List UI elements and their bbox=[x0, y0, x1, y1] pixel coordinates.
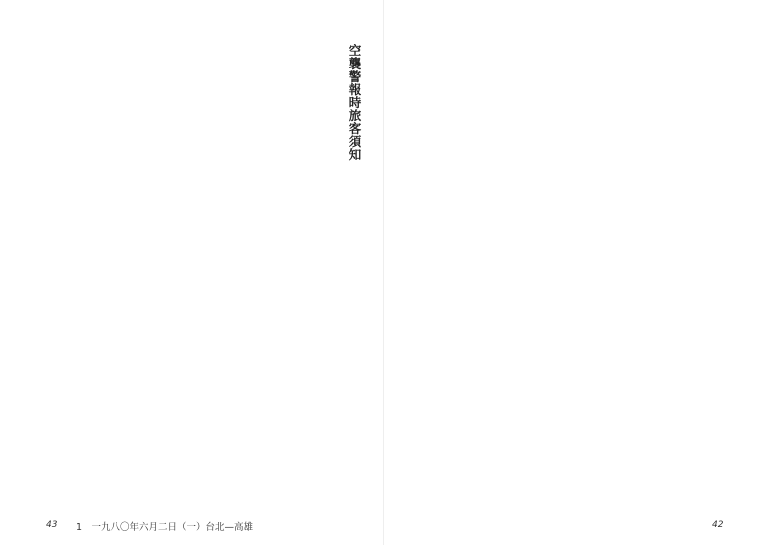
page-number: 42 bbox=[712, 520, 724, 530]
right-page-text bbox=[406, 44, 746, 504]
running-head: 1 一九八〇年六月二日（一）台北—高雄 bbox=[76, 522, 254, 533]
left-page-text bbox=[44, 44, 364, 504]
page-number: 43 bbox=[46, 520, 58, 530]
section-subheading: 空襲警報時旅客須知 bbox=[347, 44, 362, 161]
right-page bbox=[384, 0, 768, 545]
